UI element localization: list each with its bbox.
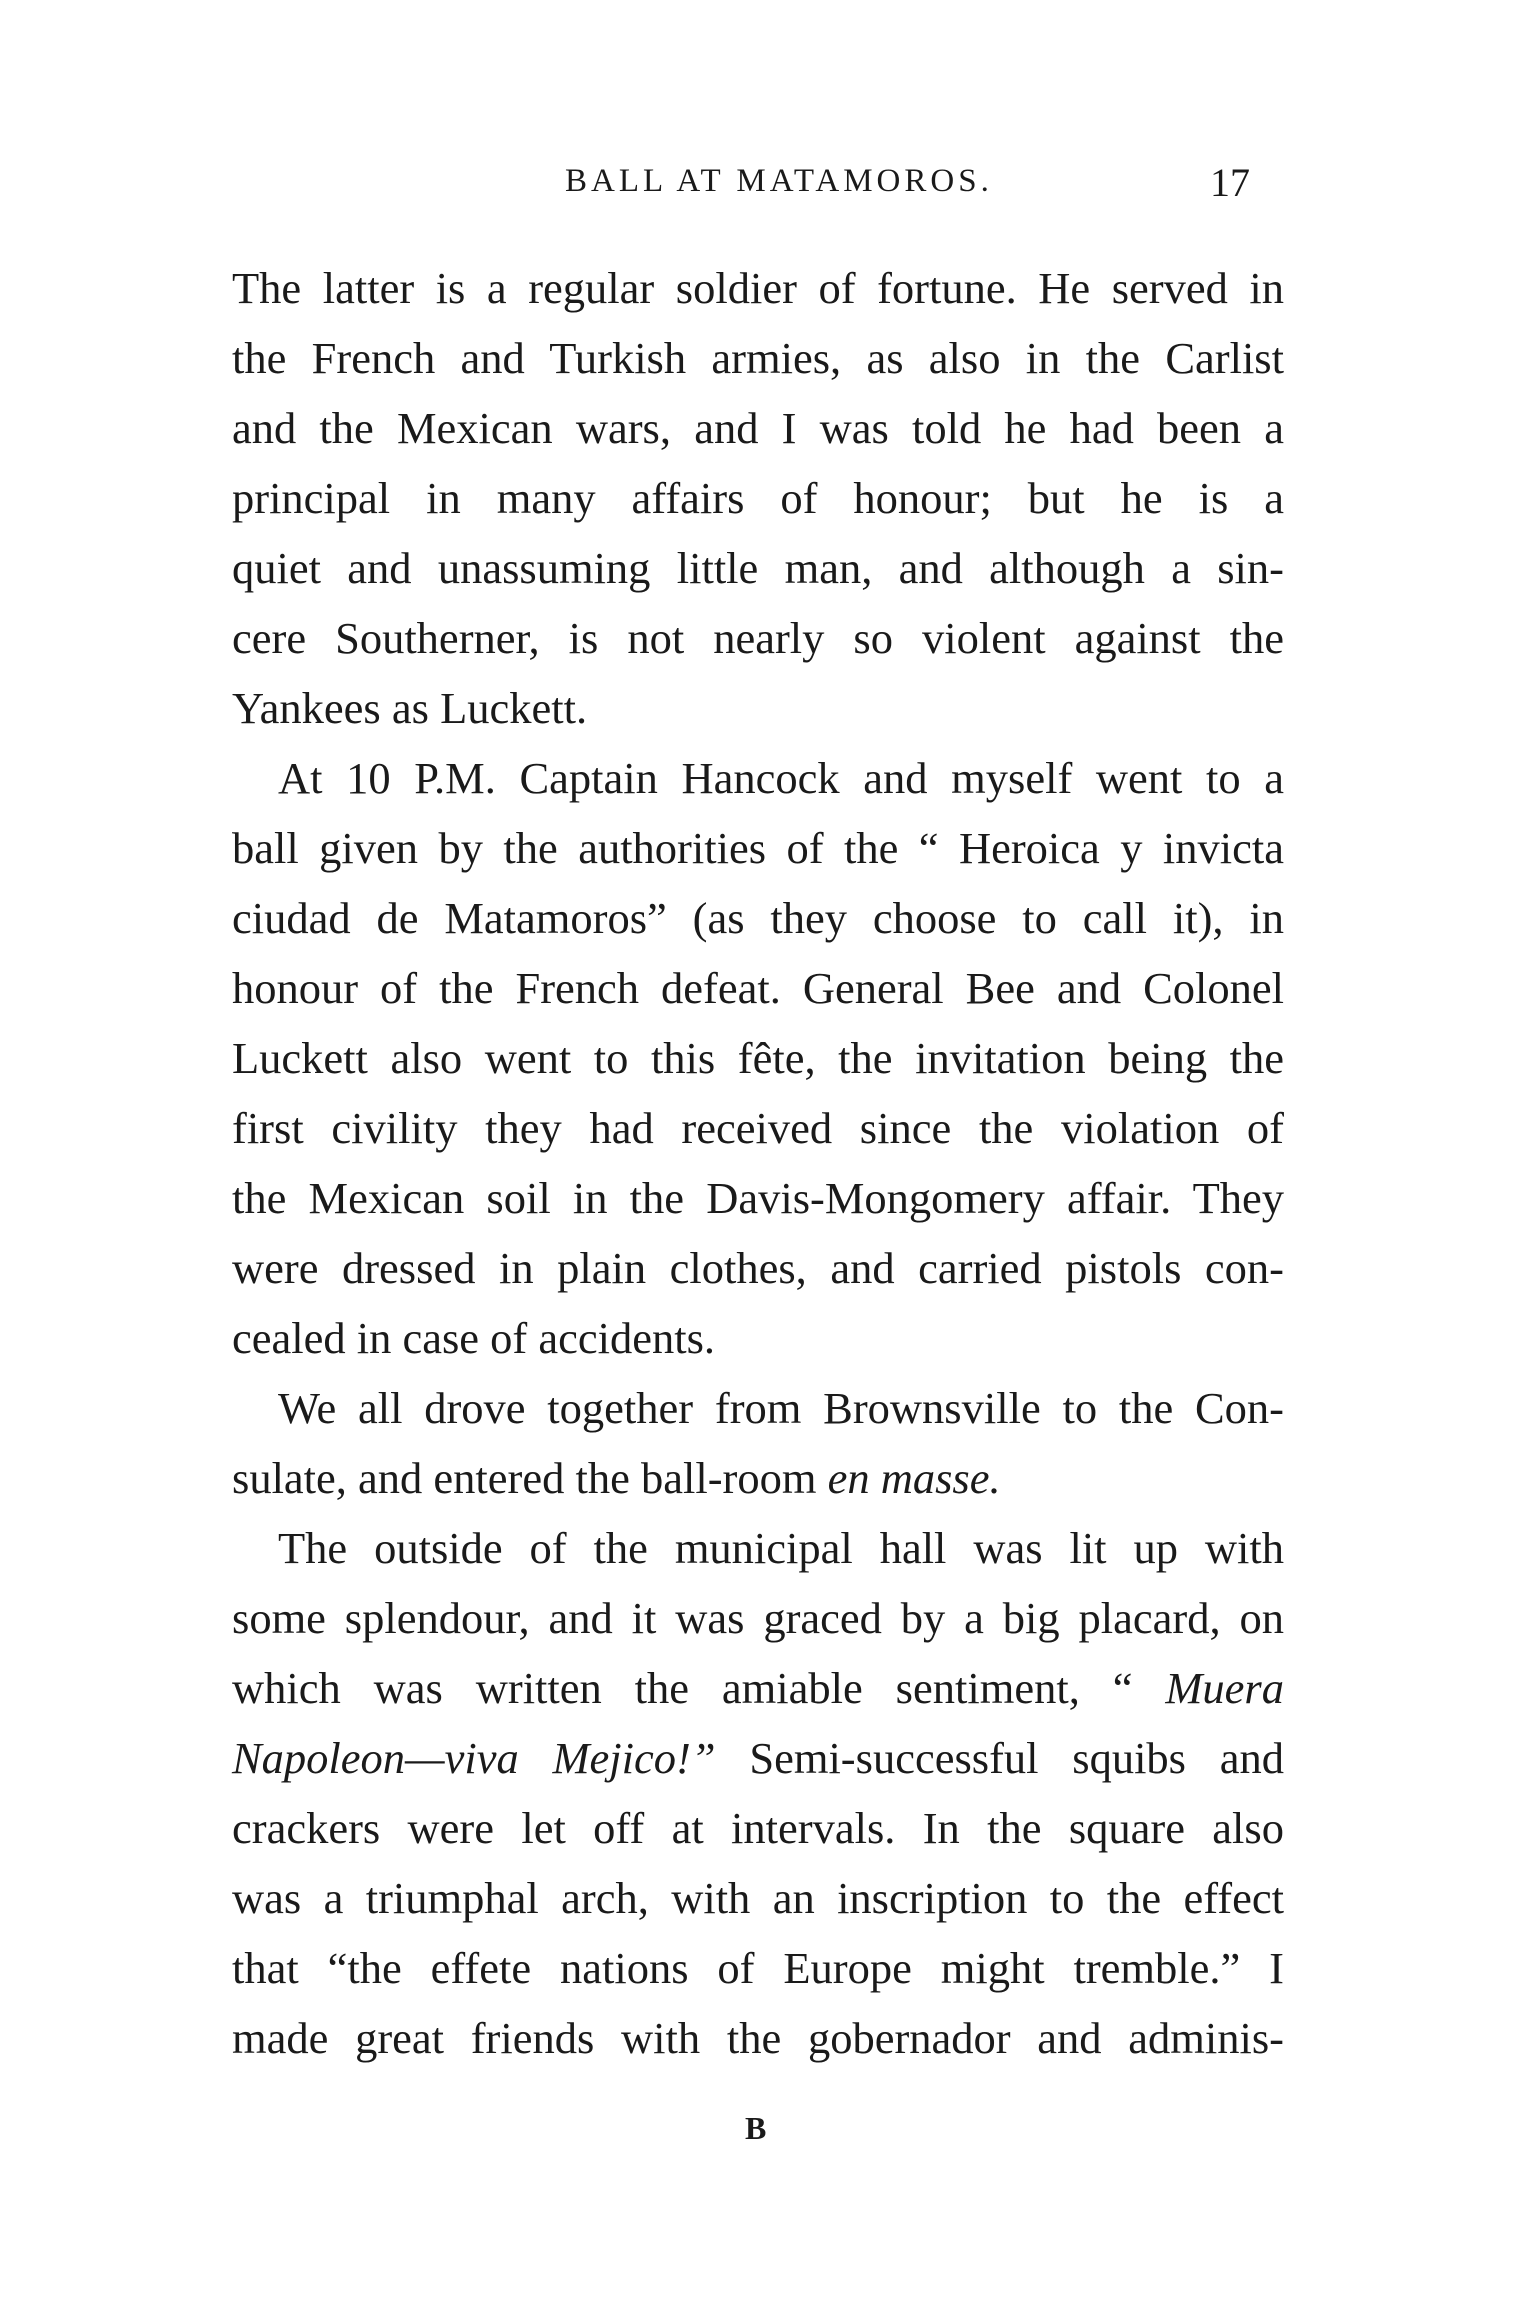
text-line: ball given by the authorities of the “ Heroica y invicta: [232, 823, 1284, 873]
text-line: cealed in case of accidents.: [232, 1313, 716, 1363]
italic-phrase: en masse.: [827, 1453, 1001, 1503]
text-line: [232, 1723, 1284, 1793]
page-number: 17: [1210, 160, 1250, 205]
text-line: was a triumphal arch, with an inscription to the effect: [232, 1873, 1284, 1923]
text-run: Semi-successful squibs and: [715, 1733, 1284, 1783]
text-line: [232, 1443, 1284, 1513]
text-line: the French and Turkish armies, as also in the Carlist: [232, 333, 1284, 383]
text-line: [232, 1653, 1284, 1723]
text-line: first civility they had received since the violation of: [232, 1103, 1284, 1153]
text-line: that “the effete nations of Europe might tremble.” I: [232, 1943, 1284, 1993]
running-head: BALL AT MATAMOROS.: [565, 163, 993, 199]
text-line: We all drove together from Brownsville to the Con-: [278, 1383, 1284, 1433]
text-line: The outside of the municipal hall was lit up with: [278, 1523, 1284, 1573]
text-line: and the Mexican wars, and I was told he had been a: [232, 403, 1284, 453]
page-header: [0, 160, 1514, 213]
italic-phrase: Muera: [1165, 1663, 1284, 1713]
text-line: the Mexican soil in the Davis-Mongomery affair. They: [232, 1173, 1284, 1223]
text-line: The latter is a regular soldier of fortune. He served in: [232, 263, 1284, 313]
text-line: honour of the French defeat. General Bee and Colonel: [232, 963, 1284, 1013]
text-line: made great friends with the gobernador and adminis-: [232, 2013, 1284, 2063]
text-line: At 10 P.M. Captain Hancock and myself went to a: [278, 753, 1284, 803]
italic-phrase: Napoleon—viva Mejico!”: [232, 1733, 716, 1783]
text-run: sulate, and entered the ball-room: [232, 1453, 828, 1503]
body-text: [232, 253, 1284, 2073]
text-line: ciudad de Matamoros” (as they choose to call it), in: [232, 893, 1284, 943]
text-line: were dressed in plain clothes, and carried pistols con-: [232, 1243, 1284, 1293]
text-line: principal in many affairs of honour; but he is a: [232, 473, 1284, 523]
text-line: crackers were let off at intervals. In the square also: [232, 1803, 1284, 1853]
text-line: Luckett also went to this fête, the invitation being the: [232, 1033, 1284, 1083]
text-run: which was written the amiable sentiment, “: [232, 1663, 1166, 1713]
text-line: cere Southerner, is not nearly so violent against the: [232, 613, 1284, 663]
signature-mark: B: [745, 2110, 767, 2146]
text-line: some splendour, and it was graced by a big placard, on: [232, 1593, 1284, 1643]
text-line: Yankees as Luckett.: [232, 683, 588, 733]
text-line: quiet and unassuming little man, and although a sin-: [232, 543, 1284, 593]
